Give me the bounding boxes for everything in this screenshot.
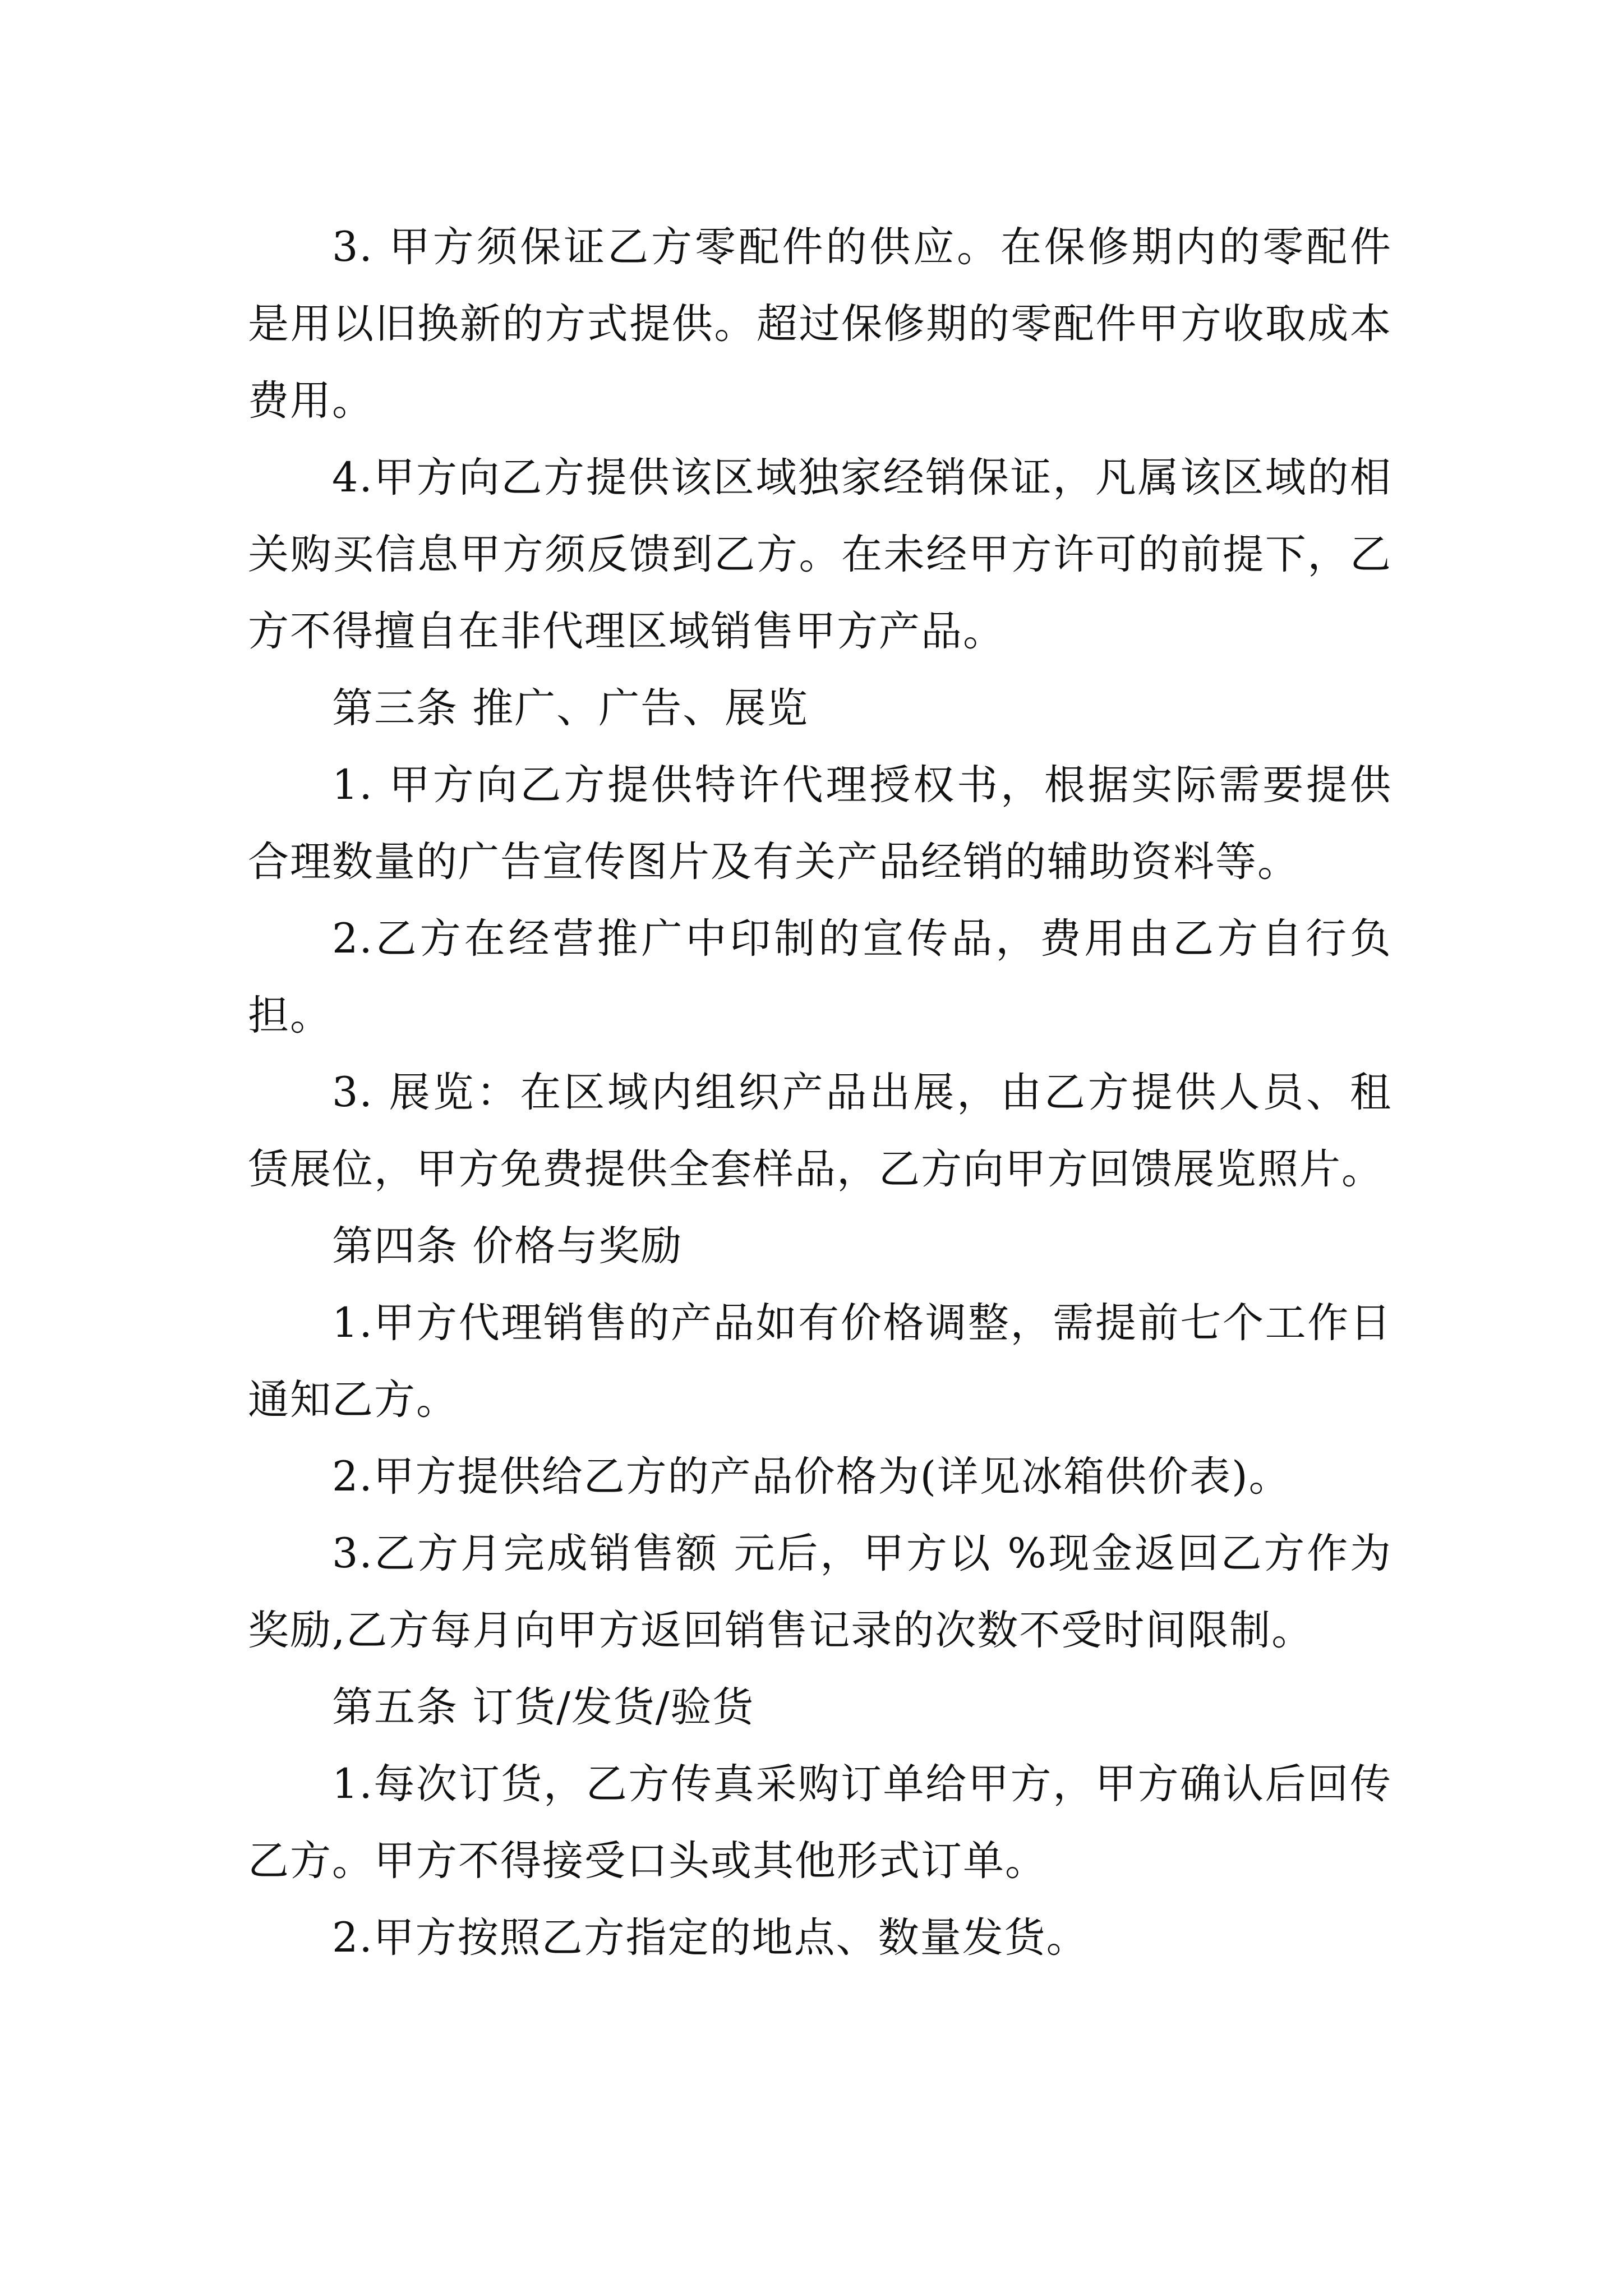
clause-3-heading: 第三条 推广、广告、展览 bbox=[332, 684, 809, 732]
clause-4-item-3: 3.乙方月完成销售额 元后，甲方以 %现金返回乙方作为奖励,乙方每月向甲方返回销售记录的次数不受时间限制。 bbox=[248, 1530, 1392, 1654]
clause-4-item-2: 2.甲方提供给乙方的产品价格为(详见冰箱供价表)。 bbox=[332, 1453, 1291, 1501]
clause-2-item-4: 4.甲方向乙方提供该区域独家经销保证，凡属该区域的相关购买信息甲方须反馈到乙方。在未经甲方许可的前提下，乙方不得擅自在非代理区域销售甲方产品。 bbox=[248, 454, 1392, 655]
clause-4-heading: 第四条 价格与奖励 bbox=[332, 1222, 683, 1270]
clause-5-item-1: 1.每次订货，乙方传真采购订单给甲方，甲方确认后回传乙方。甲方不得接受口头或其他形式订单。 bbox=[248, 1760, 1392, 1885]
clause-5-heading: 第五条 订货/发货/验货 bbox=[332, 1683, 755, 1731]
clause-3-item-3: 3. 展览：在区域内组织产品出展，由乙方提供人员、租赁展位，甲方免费提供全套样品，乙方向甲方回馈展览照片。 bbox=[248, 1069, 1392, 1193]
clause-5-item-2: 2.甲方按照乙方指定的地点、数量发货。 bbox=[332, 1914, 1089, 1962]
clause-3-item-2: 2.乙方在经营推广中印制的宣传品，费用由乙方自行负担。 bbox=[248, 915, 1392, 1039]
clause-3-item-1: 1. 甲方向乙方提供特许代理授权书，根据实际需要提供合理数量的广告宣传图片及有关产品经销的辅助资料等。 bbox=[248, 761, 1392, 886]
clause-2-item-3: 3. 甲方须保证乙方零配件的供应。在保修期内的零配件是用以旧换新的方式提供。超过保修期的零配件甲方收取成本费用。 bbox=[248, 223, 1392, 425]
document-body bbox=[248, 209, 1392, 1976]
clause-4-item-1: 1.甲方代理销售的产品如有价格调整，需提前七个工作日通知乙方。 bbox=[248, 1299, 1392, 1424]
